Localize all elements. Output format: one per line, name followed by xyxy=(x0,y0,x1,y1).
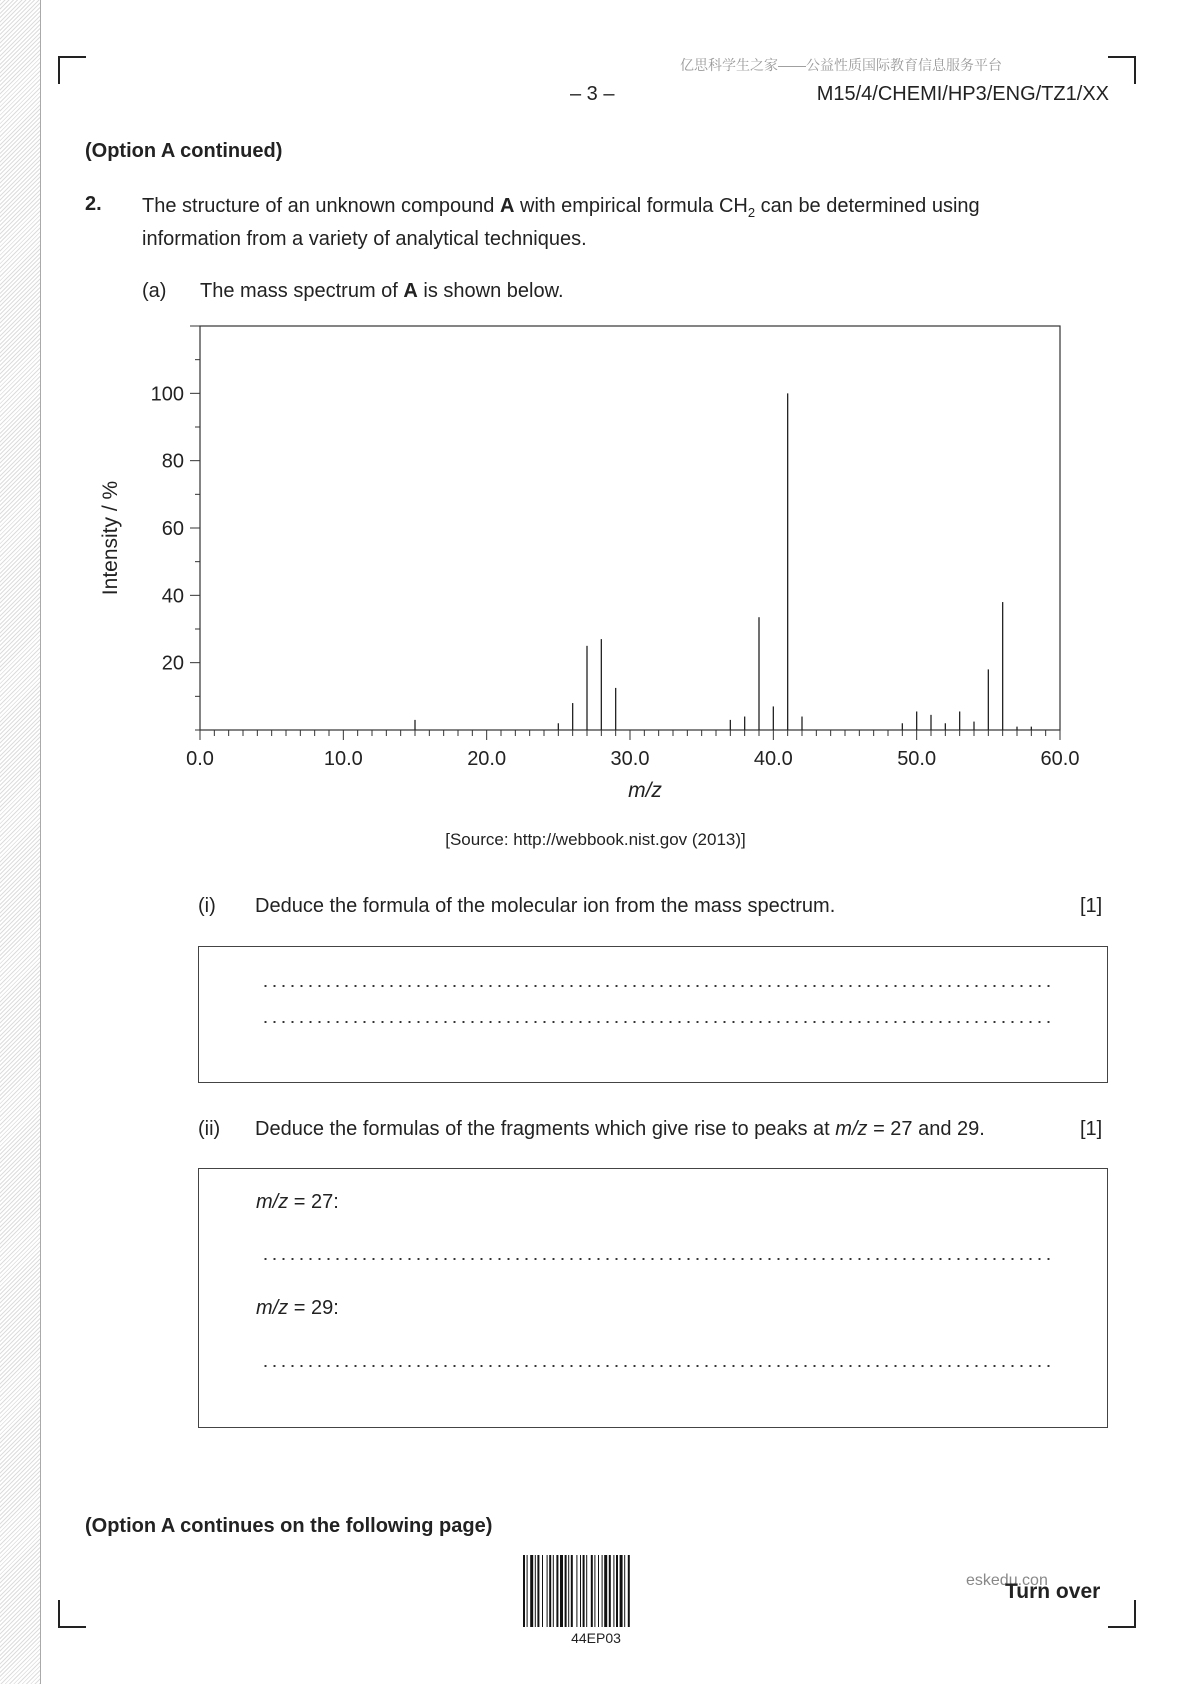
barcode-bar xyxy=(537,1555,539,1627)
x-tick-label: 60.0 xyxy=(1040,748,1080,770)
chart-frame xyxy=(200,326,1060,730)
y-tick-label: 80 xyxy=(161,450,184,473)
part-ii-mz: m/z xyxy=(835,1118,868,1140)
crop-mark-bottom-left xyxy=(58,1600,86,1628)
question-text-3: can be determined using information from a variety of analytical techniques. xyxy=(142,195,980,250)
answer-box-ii[interactable] xyxy=(198,1168,1108,1428)
part-a-text xyxy=(200,280,564,303)
y-tick-label: 100 xyxy=(150,383,184,406)
barcode-bar xyxy=(535,1555,536,1627)
barcode-bar xyxy=(547,1555,548,1627)
answer-box-i[interactable] xyxy=(198,946,1108,1083)
option-continues-footer: (Option A continues on the following page) xyxy=(85,1515,493,1537)
barcode-bar xyxy=(553,1555,554,1627)
barcode-bar xyxy=(565,1555,567,1627)
watermark-chinese: 亿思科学生之家——公益性质国际教育信息服务平台 xyxy=(680,57,1002,73)
barcode-bar xyxy=(624,1555,625,1627)
part-ii-text-1: Deduce the formulas of the fragments which give rise to peaks at xyxy=(255,1118,836,1140)
barcode-bar xyxy=(616,1555,618,1627)
barcode-bar xyxy=(556,1555,558,1627)
part-a-compound: A xyxy=(403,280,418,302)
barcode-bar xyxy=(604,1555,607,1627)
barcode-bar xyxy=(594,1555,595,1627)
answer-29-mz: m/z xyxy=(256,1297,289,1319)
mass-spectrum-chart xyxy=(95,320,1095,810)
barcode-bar xyxy=(620,1555,623,1627)
answer-line-29[interactable] xyxy=(261,1365,1051,1367)
x-tick-label: 30.0 xyxy=(610,748,650,770)
option-continued-heading: (Option A continued) xyxy=(85,140,283,162)
question-number: 2. xyxy=(85,193,102,215)
barcode-bar xyxy=(598,1555,599,1627)
y-axis-label: Intensity / % xyxy=(99,480,122,596)
barcode xyxy=(523,1555,669,1631)
part-ii-text xyxy=(255,1118,985,1141)
part-i-label: (i) xyxy=(198,895,216,917)
part-ii-text-2: = 27 and 29. xyxy=(867,1118,985,1140)
page-number: – 3 – xyxy=(570,83,615,105)
x-tick-label: 10.0 xyxy=(323,748,363,770)
crop-mark-top-left xyxy=(58,56,86,84)
answer-line[interactable] xyxy=(261,1021,1051,1023)
part-a-text-1: The mass spectrum of xyxy=(200,280,404,302)
barcode-bar xyxy=(602,1555,603,1627)
part-ii-label: (ii) xyxy=(198,1118,221,1140)
answer-27-mz: m/z xyxy=(256,1191,289,1213)
barcode-bar xyxy=(628,1555,630,1627)
barcode-bar xyxy=(613,1555,614,1627)
answer-27-label xyxy=(256,1191,339,1214)
part-i-marks: [1] xyxy=(1080,895,1103,917)
barcode-bar xyxy=(609,1555,611,1627)
barcode-bar xyxy=(591,1555,593,1627)
answer-line[interactable] xyxy=(261,985,1051,987)
turn-over-label: Turn over xyxy=(1005,1580,1101,1603)
y-tick-label: 20 xyxy=(161,652,184,675)
barcode-bar xyxy=(583,1555,585,1627)
barcode-bar xyxy=(580,1555,581,1627)
x-tick-label: 50.0 xyxy=(897,748,937,770)
x-axis-label: m/z xyxy=(628,779,662,802)
question-text-1: The structure of an unknown compound xyxy=(142,195,500,217)
barcode-bar xyxy=(560,1555,563,1627)
compound-name: A xyxy=(500,195,515,217)
question-text xyxy=(142,193,1042,252)
part-a-text-2: is shown below. xyxy=(417,280,564,302)
answer-27-rest: = 27: xyxy=(288,1191,339,1213)
y-tick-label: 40 xyxy=(161,585,184,608)
question-text-2: with empirical formula CH xyxy=(514,195,748,217)
source-citation: [Source: http://webbook.nist.gov (2013)] xyxy=(445,830,746,849)
x-tick-label: 20.0 xyxy=(467,748,507,770)
barcode-text: 44EP03 xyxy=(571,1630,621,1646)
barcode-bar xyxy=(523,1555,525,1627)
barcode-bar xyxy=(571,1555,573,1627)
part-a-label: (a) xyxy=(142,280,167,302)
paper-code: M15/4/CHEMI/HP3/ENG/TZ1/XX xyxy=(816,83,1109,105)
answer-29-rest: = 29: xyxy=(288,1297,339,1319)
part-ii-marks: [1] xyxy=(1080,1118,1103,1140)
barcode-bar xyxy=(530,1555,533,1627)
part-i-text: Deduce the formula of the molecular ion from the mass spectrum. xyxy=(255,895,836,917)
formula-subscript: 2 xyxy=(747,205,756,220)
crop-mark-bottom-right xyxy=(1108,1600,1136,1628)
barcode-bar xyxy=(527,1555,528,1627)
answer-line-27[interactable] xyxy=(261,1258,1051,1260)
x-tick-label: 40.0 xyxy=(753,748,793,770)
eskedu-watermark: eskedu.con xyxy=(966,1572,1048,1589)
barcode-bar xyxy=(568,1555,569,1627)
barcode-bar xyxy=(576,1555,577,1627)
y-tick-label: 60 xyxy=(161,518,184,540)
answer-29-label xyxy=(256,1297,339,1320)
crop-mark-top-right xyxy=(1108,56,1136,84)
x-tick-label: 0.0 xyxy=(186,748,214,770)
barcode-bar xyxy=(549,1555,551,1627)
barcode-bar xyxy=(586,1555,587,1627)
barcode-bar xyxy=(542,1555,543,1627)
